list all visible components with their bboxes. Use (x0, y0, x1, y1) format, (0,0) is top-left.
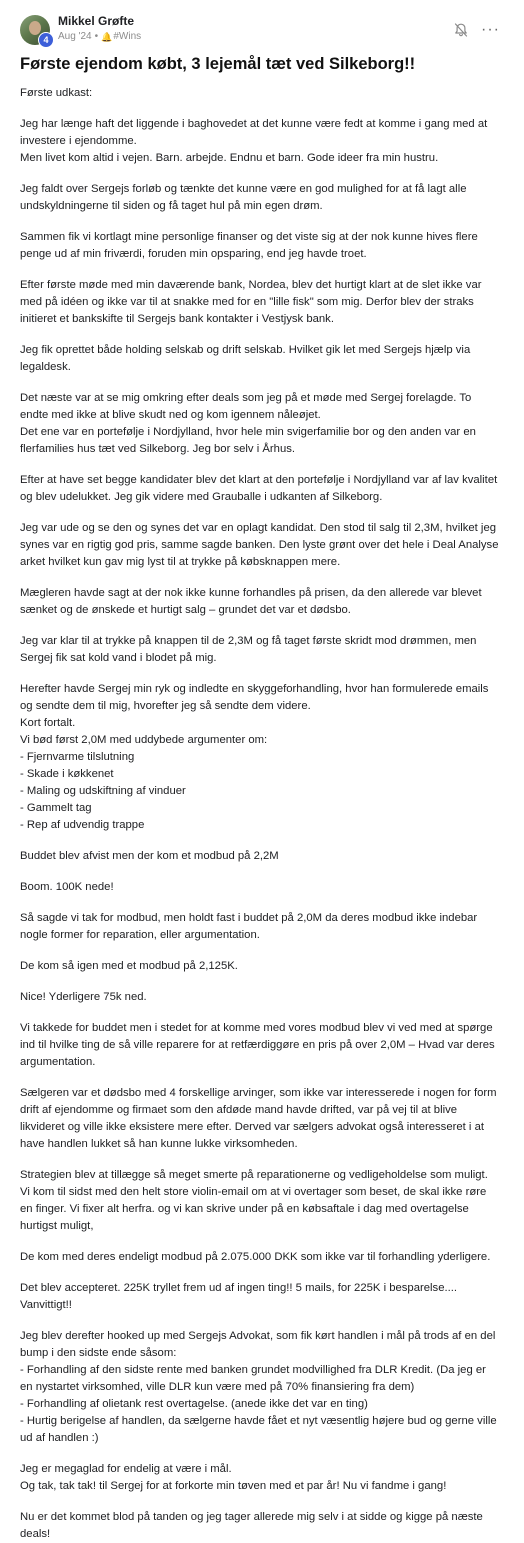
more-options-icon[interactable]: ··· (481, 21, 500, 38)
author-avatar[interactable] (20, 15, 50, 45)
post-title: Første ejendom købt, 3 lejemål tæt ved Silkeborg!! (20, 55, 416, 73)
paragraph: Jeg faldt over Sergejs forløb og tænkte det kunne være en god mulighed for at få lagt alle undskyldningerne til siden og få taget hul på min egen drøm. (20, 183, 467, 212)
paragraph: Mægleren havde sagt at der nok ikke kunne forhandles på prisen, da den allerede var blevet sænket og de ønskede et hurtigt salg – grundet det var et dødsbo. (20, 587, 482, 616)
paragraph: Buddet blev afvist men der kom et modbud på 2,2M (20, 850, 279, 862)
paragraph: De kom med deres endeligt modbud på 2.075.000 DKK som ikke var til forhandling yderligere. (20, 1251, 491, 1263)
paragraph: Nice! Yderligere 75k ned. (20, 991, 147, 1003)
post-meta (58, 14, 453, 44)
paragraph: Jeg var ude og se den og synes det var en oplagt kandidat. Den stod til salg til 2,3M, hvilket jeg synes var en rigtig god pris, samme sagde banken. Den lyste grønt over det hele i Deal Analyse arket hvilket kun gav mig lyst til at trykke på købsknappen mere. (20, 522, 499, 568)
post-subline (58, 30, 453, 44)
level-badge: 4 (38, 32, 54, 48)
post-date: Aug '24 (58, 31, 92, 42)
meta-separator: • (94, 31, 99, 42)
post-header (20, 14, 500, 46)
paragraph: Jeg har længe haft det liggende i baghovedet at det kunne være fedt at komme i gang med at investere i ejendomme. Men livet kom altid i vejen. Barn. arbejde. Endnu et barn. Gode ideer fra min hustru. (20, 118, 488, 164)
paragraph: Så sagde vi tak for modbud, men holdt fast i buddet på 2,0M da deres modbud ikke indebar nogle former for reparation, eller argumentation. (20, 912, 478, 941)
paragraph: Efter at have set begge kandidater blev det klart at den portefølje i Nordjylland var af lav kvalitet og blev udelukket. Jeg gik videre med Grauballe i udkanten af Silkeborg. (20, 474, 498, 503)
paragraph: Første udkast: (20, 87, 93, 99)
paragraph: Jeg er megaglad for endelig at være i mål. Og tak, tak tak! til Sergej for at forkorte min tøven med et par år! Nu vi fandme i gang! (20, 1463, 447, 1492)
category-tag[interactable]: #Wins (113, 31, 142, 42)
post-body (20, 85, 500, 1543)
post-actions (453, 22, 500, 38)
paragraph: Sælgeren var et dødsbo med 4 forskellige arvinger, som ikke var interesserede i nogen for form drift af ejendomme og firmaet som den afdøde mand havde drifted, var på vej til at blive likvideret og ville ikke eksistere mere efter. Derved var sælgers advokat også interesseret i at have handlen lukket så han kunne lukke virksomheden. (20, 1087, 497, 1150)
paragraph: Boom. 100K nede! (20, 881, 114, 893)
paragraph: Jeg var klar til at trykke på knappen til de 2,3M og få taget første skridt mod drømmen, men Sergej fik sat kold vand i blodet på mig. (20, 635, 477, 664)
paragraph: Efter første møde med min daværende bank, Nordea, blev det hurtigt klart at de slet ikke var med på idéen og ikke var til at snakke med for en "lille fisk" som mig. Derfor blev der straks initieret et bankskifte til Sergejs bank kontakter i Vestjysk bank. (20, 279, 482, 325)
megaphone-icon: 🔔 (101, 32, 113, 42)
paragraph: Sammen fik vi kortlagt mine personlige finanser og det viste sig at der nok kunne hives flere penge ud af min friværdi, foruden min opsparing, end jeg havde troet. (20, 231, 478, 260)
paragraph: Strategien blev at tillægge så meget smerte på reparationerne og vedligeholdelse som muligt. Vi kom til sidst med den helt store violin-email om at vi overtager som beset, de skal ikke røre en finger. Vi fixer alt herfra. og vi kan skrive under på en købsaftale i dag med overtagelse hurtigst muligt, (20, 1169, 488, 1232)
paragraph: Nu er det kommet blod på tanden og jeg tager allerede mig selv i at sidde og kigge på næste deals! (20, 1511, 483, 1540)
paragraph: Herefter havde Sergej min ryk og indledte en skyggeforhandling, hvor han formulerede emails og sendte dem til mig, hvorefter jeg så sendte dem videre. Kort fortalt. Vi bød først 2,0M med uddybede argumenter om: - Fjernvarme tilslutning - Skade i køkkenet - Maling og udskiftning af vinduer - Gammelt tag - Rep af udvendig trappe (20, 683, 489, 831)
paragraph: De kom så igen med et modbud på 2,125K. (20, 960, 238, 972)
paragraph: Jeg fik oprettet både holding selskab og drift selskab. Hvilket gik let med Sergejs hjælp via legaldesk. (20, 344, 471, 373)
bell-icon[interactable] (453, 22, 469, 38)
paragraph: Vi takkede for buddet men i stedet for at komme med vores modbud blev vi ved med at spørge ind til hvilke ting de så ville reparere for at retfærdiggøre en pris på over 2,0M – Hvad var deres argumentation. (20, 1022, 495, 1068)
paragraph: Det næste var at se mig omkring efter deals som jeg på et møde med Sergej forelagde. To endte med ikke at blive skudt ned og kom igennem nåleøjet. Det ene var en portefølje i Nordjylland, hvor hele min svigerfamilie bor og den anden var en flerfamilies hus tæt ved Silkeborg. Jeg bor selv i Århus. (20, 392, 476, 455)
paragraph: Det blev accepteret. 225K tryllet frem ud af ingen ting!! 5 mails, for 225K i besparelse.... Vanvittigt!! (20, 1282, 458, 1311)
paragraph: Jeg blev derefter hooked up med Sergejs Advokat, som fik kørt handlen i mål på trods af en del bump i den sidste ende såsom: - Forhandling af den sidste rente med banken grundet modvillighed fra DLR Kredit. (Da jeg er en nystartet virksomhed, ville DLR kun være med på 70% finansiering fra dem) - Forhandling af olietank rest overtagelse. (anede ikke det var en ting) - Hurtig berigelse af handlen, da sælgerne havde fået et nyt væsentlig højere bud og gerne ville ud af handlen :) (20, 1330, 497, 1444)
author-name[interactable]: Mikkel Grøfte (58, 14, 135, 28)
